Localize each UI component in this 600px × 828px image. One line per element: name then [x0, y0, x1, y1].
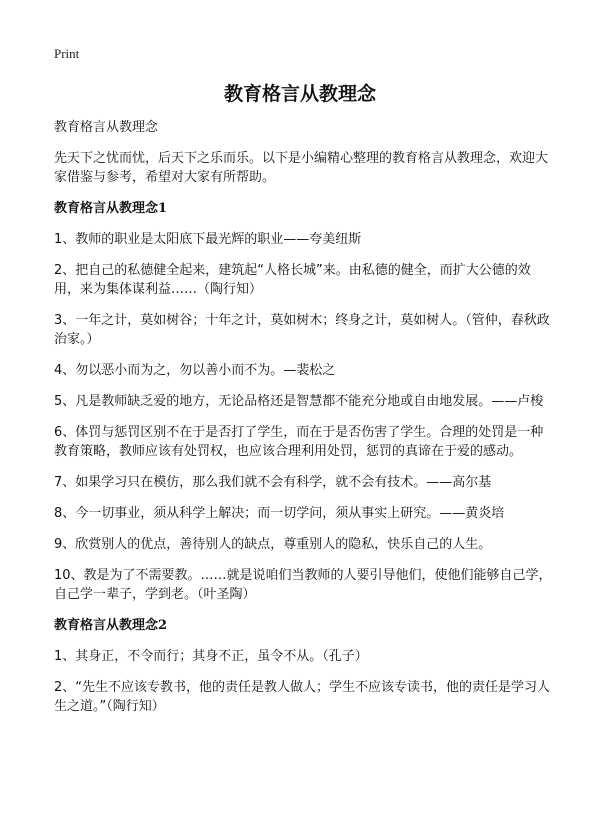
- list-item: 1、教师的职业是太阳底下最光辉的职业——夸美纽斯: [54, 232, 362, 247]
- list-item: 8、今一切事业，须从科学上解决；而一切学问，须从事实上研究。——黄炎培: [54, 506, 505, 521]
- intro-summary: 先天下之忧而忧，后天下之乐而乐。以下是小编精心整理的教育格言从教理念，欢迎大家借鉴与参考，希望对大家有所帮助。: [54, 151, 549, 185]
- list-item: 6、体罚与惩罚区别不在于是否打了学生，而在于是否伤害了学生。合理的处罚是一种教育策略，教师应该有处罚权，也应该合理利用处罚，惩罚的真谛在于爱的感动。: [54, 425, 544, 459]
- list-item: 3、一年之计，莫如树谷；十年之计，莫如树木；终身之计，莫如树人。（管仲，春秋政治家。）: [54, 313, 550, 347]
- intro-subtitle: 教育格言从教理念: [54, 120, 159, 135]
- list-item: 2、把自己的私德健全起来，建筑起“人格长城”来。由私德的健全，而扩大公德的效用，来为集体谋利益……（陶行知）: [54, 263, 531, 297]
- list-item: 4、勿以恶小而为之，勿以善小而不为。—裴松之: [54, 363, 336, 378]
- list-item: 9、欣赏别人的优点，善待别人的缺点，尊重别人的隐私，快乐自己的人生。: [54, 537, 492, 552]
- print-link[interactable]: Print: [54, 46, 80, 61]
- list-item: 7、如果学习只在模仿，那么我们就不会有科学，就不会有技术。——高尔基: [54, 475, 492, 490]
- article-body: [54, 118, 554, 728]
- section-heading-2: 教育格言从教理念2: [54, 618, 168, 633]
- page-title: 教育格言从教理念: [223, 83, 376, 105]
- list-item: 5、凡是教师缺乏爱的地方，无论品格还是智慧都不能充分地或自由地发展。——卢梭: [54, 394, 544, 409]
- list-item: 10、教是为了不需要教。……就是说咱们当教师的人要引导他们，使他们能够自己学，自己学一辈子，学到老。（叶圣陶）: [54, 568, 552, 602]
- section-heading-1: 教育格言从教理念1: [54, 201, 168, 216]
- list-item: 1、其身正，不令而行；其身不正，虽令不从。（孔子）: [54, 649, 368, 664]
- list-item: 2、“先生不应该专教书，他的责任是教人做人；学生不应该专读书，他的责任是学习人生之道。”（陶行知）: [54, 680, 551, 714]
